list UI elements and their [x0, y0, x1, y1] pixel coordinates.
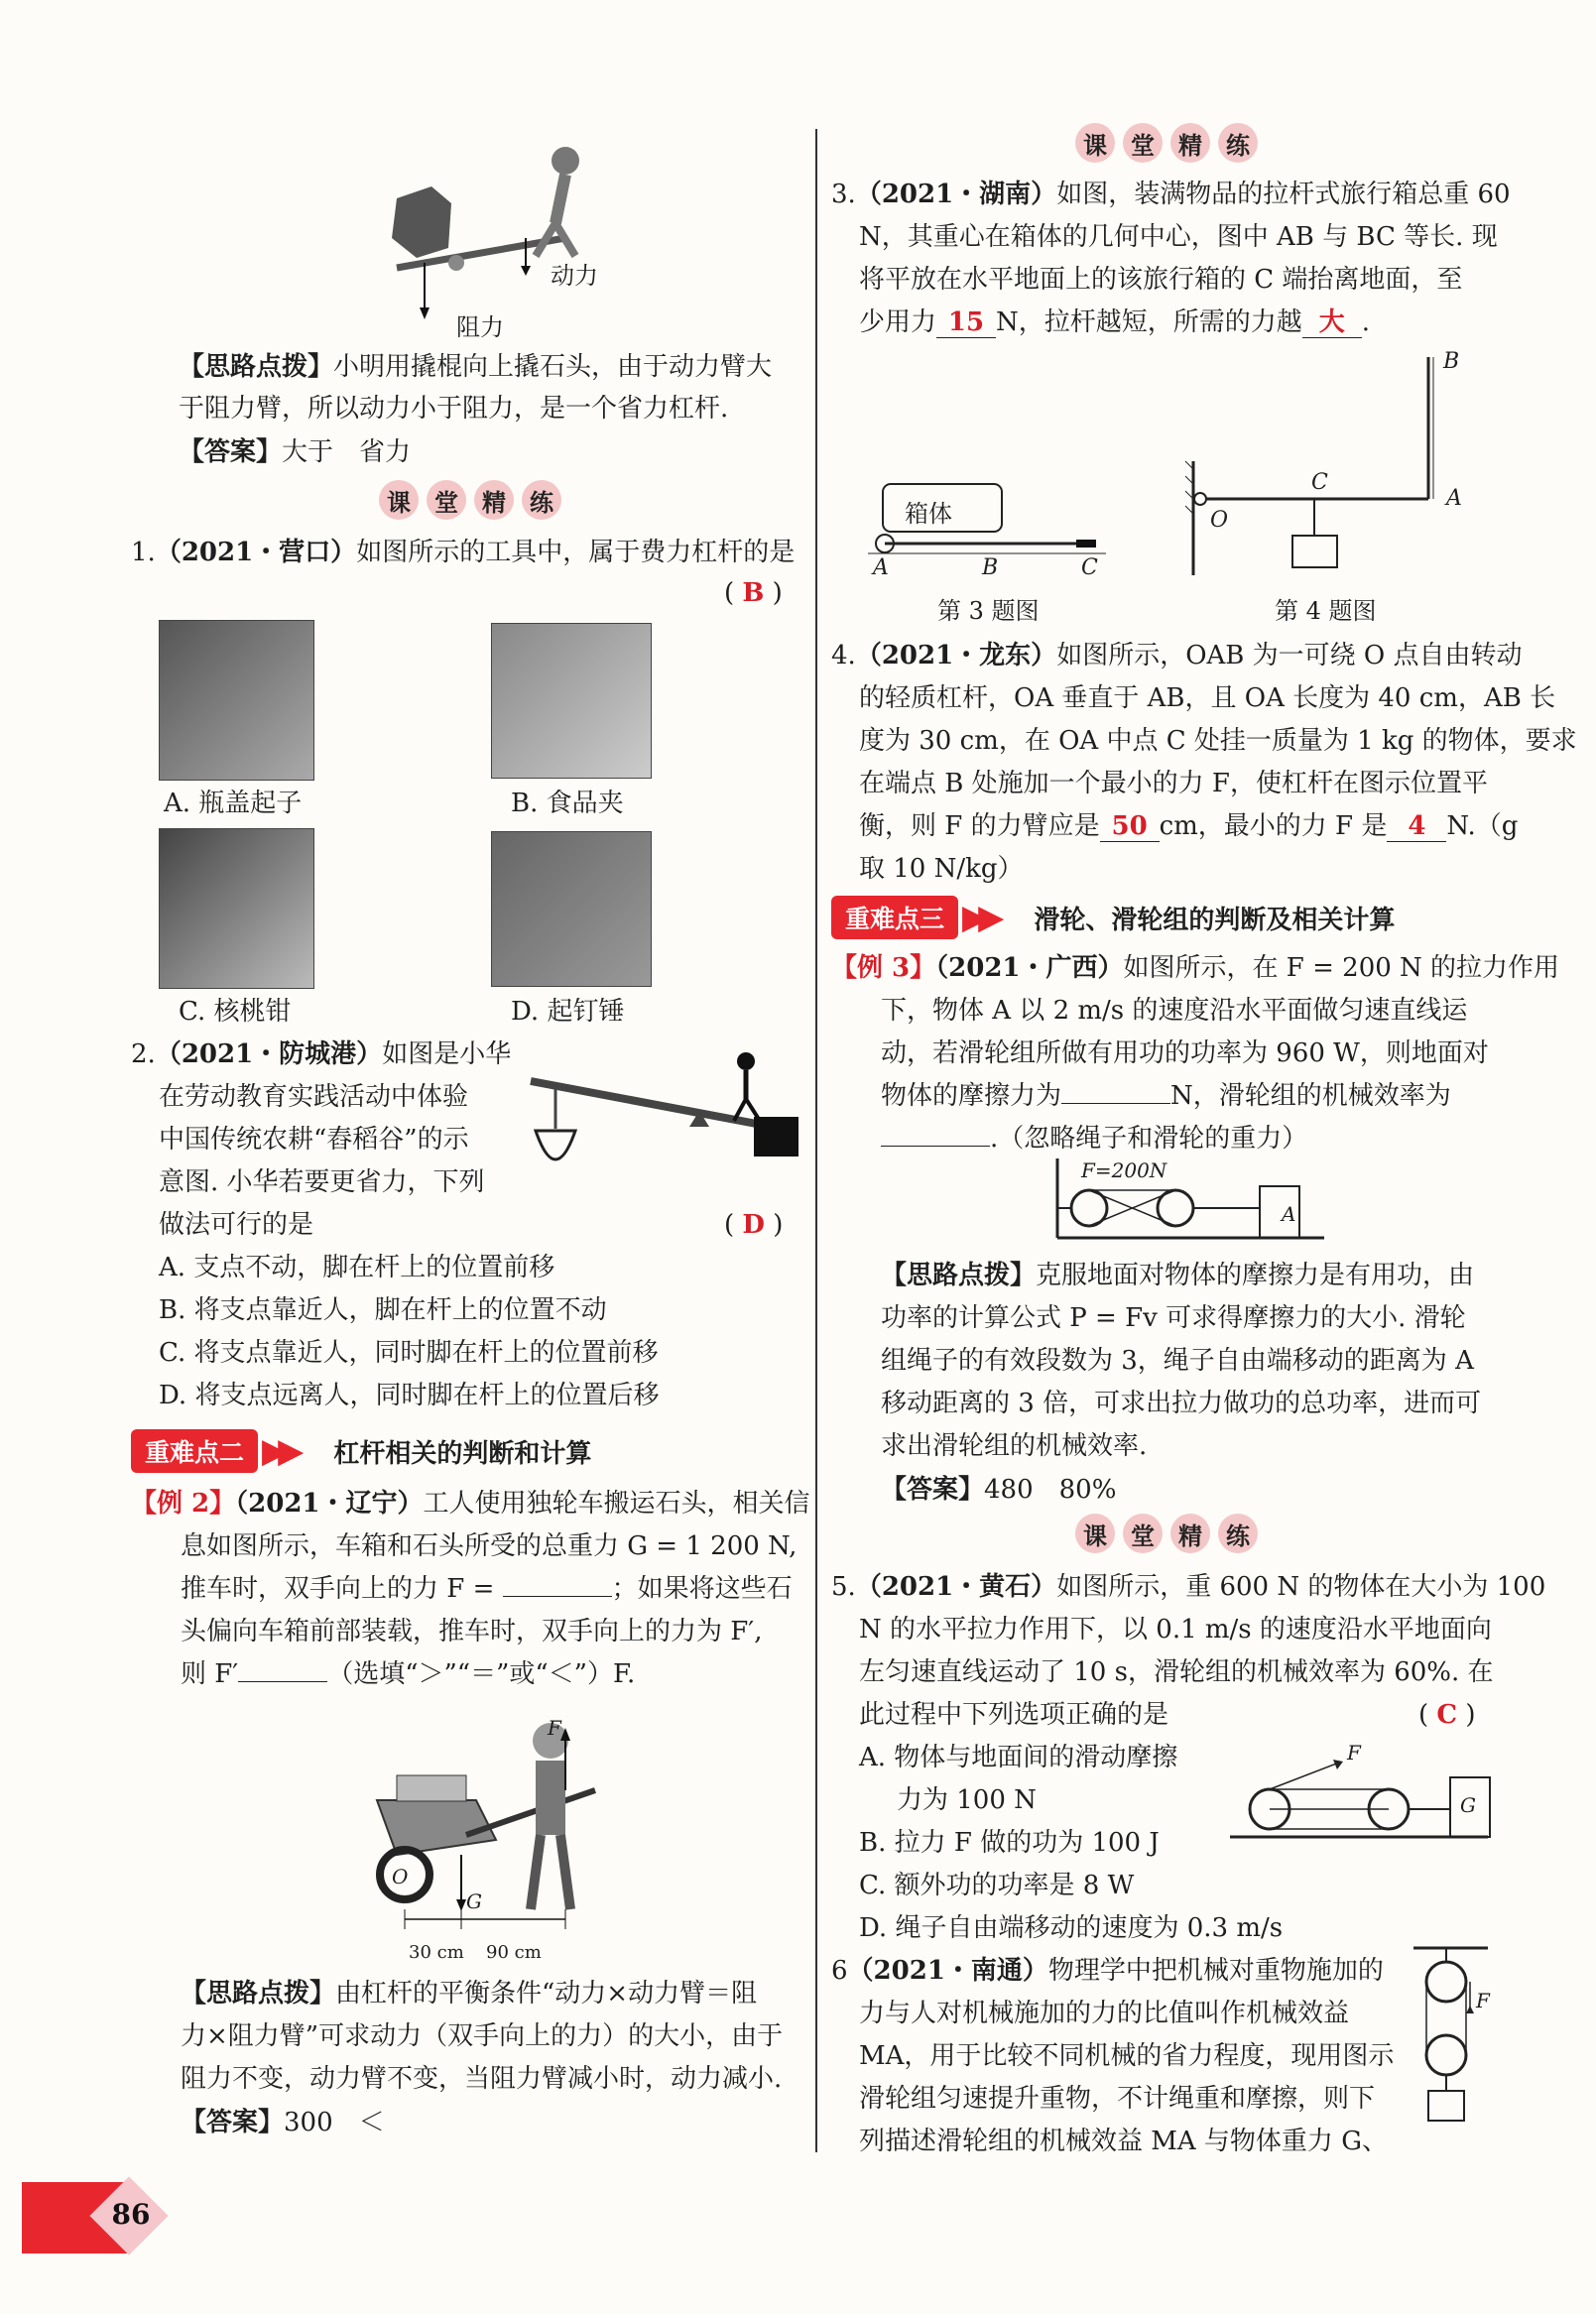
q6-line-5: 列描述滑轮组的机械效益 MA 与物体重力 G、: [859, 2127, 1388, 2156]
ex2-answer: 【答案】300 ＜: [181, 2108, 385, 2137]
pulley-figure-q6: [1409, 1944, 1498, 2128]
ex3-answer: 【答案】480 80%: [881, 1475, 1117, 1505]
ex3-line-4: 物体的摩擦力为 N，滑轮组的机械效率为: [881, 1081, 1451, 1111]
ex2-line-4: 头偏向车箱前部装载，推车时，双手向上的力为 F′,: [181, 1617, 763, 1646]
q4-line-6: 取 10 N/kg）: [859, 854, 1024, 884]
q5-option-a-2: 力为 100 N: [897, 1785, 1037, 1815]
q5-line-1: 5.（2021・黄石）如图所示，重 600 N 的物体在大小为 100: [831, 1572, 1546, 1602]
fig4-a: A: [1446, 486, 1462, 511]
pestle-lever-figure: [526, 1039, 803, 1188]
section-practice-3: 课 堂 精 练: [1075, 1514, 1258, 1559]
fig3-caption: 第 3 题图: [937, 597, 1040, 625]
q5-option-c: C. 额外功的功率是 8 W: [859, 1871, 1135, 1900]
ex2-line-3: 推车时，双手向上的力 F = ；如果将这些石: [181, 1574, 793, 1604]
q2-answer: ( D ): [724, 1210, 784, 1240]
option-b-label: B. 食品夹: [511, 789, 624, 818]
q4-line-1: 4.（2021・龙东）如图所示，OAB 为一可绕 O 点自由转动: [831, 641, 1523, 670]
ex2-hint-2: 力×阻力臂”可求动力（双手向上的力）的大小，由于: [181, 2021, 784, 2051]
q2-option-b: B. 将支点靠近人，脚在杆上的位置不动: [159, 1295, 607, 1325]
ex3-line-3: 动，若滑轮组所做有用功的功率为 960 W，则地面对: [881, 1038, 1489, 1068]
q2-option-d: D. 将支点远离人，同时脚在杆上的位置后移: [159, 1381, 660, 1410]
section-practice-1: 课 堂 精 练: [379, 480, 561, 526]
q5-fig-g: G: [1460, 1793, 1476, 1817]
page-number-badge: [22, 2182, 151, 2253]
ex3-hint-1: 【思路点拨】克服地面对物体的摩擦力是有用功，由: [881, 1261, 1475, 1290]
q5-option-a-1: A. 物体与地面间的滑动摩擦: [859, 1743, 1178, 1772]
hint-line-1: 【思路点拨】小明用撬棍向上撬石头，由于动力臂大: [179, 352, 773, 382]
ex2-line-5: 则 F′ （选填“＞”“＝”或“＜”）F.: [181, 1659, 636, 1689]
option-d-label: D. 起钉锤: [511, 997, 625, 1027]
q6-line-1: 6（2021・南通）物理学中把机械对重物施加的: [831, 1956, 1384, 1986]
pulley-figure-q5: [1230, 1738, 1493, 1847]
ex3-hint-5: 求出滑轮组的机械效率.: [881, 1431, 1148, 1461]
q5-line-4: 此过程中下列选项正确的是: [859, 1700, 1169, 1730]
fig3-a: A: [873, 555, 889, 580]
column-divider: [815, 129, 817, 2152]
dim-90cm: 90 cm: [486, 1942, 542, 1963]
ex3-fig-force: F=200N: [1081, 1158, 1167, 1182]
page-number: 86: [111, 2198, 151, 2231]
q2-line-4: 意图. 小华若要更省力，下列: [159, 1167, 485, 1197]
bottle-opener-photo: [159, 620, 314, 781]
ex3-fig-a: A: [1282, 1202, 1296, 1226]
q5-line-3: 左匀速直线运动了 10 s，滑轮组的机械效率为 60%. 在: [859, 1657, 1494, 1687]
q2-option-c: C. 将支点靠近人，同时脚在杆上的位置前移: [159, 1338, 659, 1368]
food-tongs-photo: [491, 623, 652, 779]
hard-point-3-header: 重难点三 ▶▶ 滑轮、滑轮组的判断及相关计算: [831, 895, 1395, 940]
ex2-line-1: 【例 2】（2021・辽宁）工人使用独轮车搬运石头，相关信: [131, 1489, 810, 1519]
effort-force-label: 动力: [551, 262, 598, 290]
q2-line-5: 做法可行的是: [159, 1210, 314, 1240]
q4-line-2: 的轻质杠杆，OA 垂直于 AB，且 OA 长度为 40 cm，AB 长: [859, 683, 1556, 713]
q5-fig-f: F: [1347, 1741, 1361, 1765]
option-c-label: C. 核桃钳: [179, 997, 292, 1027]
q4-line-4: 在端点 B 处施加一个最小的力 F，使杠杆在图示位置平: [859, 769, 1488, 798]
q1-answer: ( B ): [724, 578, 783, 608]
q6-line-4: 滑轮组匀速提升重物，不计绳重和摩擦，则下: [859, 2084, 1376, 2114]
ex3-line-2: 下，物体 A 以 2 m/s 的速度沿水平面做匀速直线运: [881, 996, 1468, 1026]
option-a-label: A. 瓶盖起子: [164, 789, 303, 818]
q3-line-3: 将平放在水平地面上的该旅行箱的 C 端抬离地面，至: [859, 265, 1463, 295]
lever-stone-figure: [377, 129, 635, 347]
hard-point-2-header: 重难点二 ▶▶ 杠杆相关的判断和计算: [131, 1428, 591, 1474]
wheelbarrow-g-label: G: [466, 1889, 482, 1913]
suitcase-box-label: 箱体: [905, 500, 952, 528]
claw-hammer-photo: [491, 831, 652, 987]
hint-line-2: 于阻力臂，所以动力小于阻力，是一个省力杠杆.: [179, 394, 729, 424]
ex2-line-2: 息如图所示，车箱和石头所受的总重力 G = 1 200 N,: [181, 1531, 798, 1561]
q2-line-3: 中国传统农耕“舂稻谷”的示: [159, 1125, 469, 1155]
q5-answer: ( C ): [1418, 1700, 1476, 1730]
ex3-line-5: .（忽略绳子和滑轮的重力）: [881, 1119, 1307, 1158]
fig4-c: C: [1311, 470, 1328, 495]
fig4-caption: 第 4 题图: [1275, 597, 1377, 625]
ex3-line-1: 【例 3】（2021・广西）如图所示，在 F = 200 N 的拉力作用: [831, 953, 1560, 983]
fig4-b: B: [1443, 349, 1460, 374]
q2-line-1: 2.（2021・防城港）如图是小华: [131, 1039, 512, 1069]
section-practice-2: 课 堂 精 练: [1075, 123, 1258, 169]
ex2-hint-3: 阻力不变，动力臂不变，当阻力臂减小时，动力减小.: [181, 2064, 783, 2094]
answer-line: 【答案】大于 省力: [179, 437, 412, 467]
q4-line-3: 度为 30 cm，在 OA 中点 C 处挂一质量为 1 kg 的物体，要求: [859, 726, 1577, 756]
nutcracker-photo: [159, 828, 314, 989]
wheelbarrow-o-label: O: [392, 1865, 409, 1888]
q5-option-b: B. 拉力 F 做的功为 100 J: [859, 1828, 1160, 1858]
q6-fig-f: F: [1476, 1989, 1490, 2012]
resistance-label: 阻力: [456, 313, 504, 341]
q6-line-3: MA，用于比较不同机械的省力程度，现用图示: [859, 2041, 1395, 2071]
fig3-c: C: [1081, 555, 1098, 580]
q2-option-a: A. 支点不动，脚在杆上的位置前移: [159, 1253, 555, 1282]
ex3-hint-3: 组绳子的有效段数为 3，绳子自由端移动的距离为 A: [881, 1346, 1474, 1376]
q3-line-1: 3.（2021・湖南）如图，装满物品的拉杆式旅行箱总重 60: [831, 180, 1511, 209]
q5-option-d: D. 绳子自由端移动的速度为 0.3 m/s: [859, 1913, 1284, 1943]
q4-line-5: 衡，则 F 的力臂应是 50 cm，最小的力 F 是 4 N.（g: [859, 811, 1519, 841]
fig3-b: B: [982, 555, 999, 580]
q2-line-2: 在劳动教育实践活动中体验: [159, 1082, 469, 1112]
ex3-hint-2: 功率的计算公式 P = Fv 可求得摩擦力的大小. 滑轮: [881, 1303, 1466, 1333]
q3-line-4: 少用力 15 N，拉杆越短，所需的力越 大 .: [859, 307, 1371, 337]
bent-lever-figure: [1175, 352, 1473, 585]
fig4-o: O: [1210, 508, 1229, 533]
ex2-hint-1: 【思路点拨】由杠杆的平衡条件“动力×动力臂＝阻: [181, 1979, 758, 2009]
ex3-hint-4: 移动距离的 3 倍，可求出拉力做功的总功率，进而可: [881, 1389, 1482, 1418]
q5-line-2: N 的水平拉力作用下，以 0.1 m/s 的速度沿水平地面向: [859, 1615, 1492, 1644]
wheelbarrow-f-label: F: [548, 1716, 561, 1740]
q6-line-2: 力与人对机械施加的力的比值叫作机械效益: [859, 1999, 1350, 2028]
dim-30cm: 30 cm: [409, 1942, 464, 1963]
q1-text: 1.（2021・营口）如图所示的工具中，属于费力杠杆的是: [131, 538, 796, 567]
wheelbarrow-figure: [367, 1706, 625, 1964]
q3-line-2: N，其重心在箱体的几何中心，图中 AB 与 BC 等长. 现: [859, 222, 1498, 252]
